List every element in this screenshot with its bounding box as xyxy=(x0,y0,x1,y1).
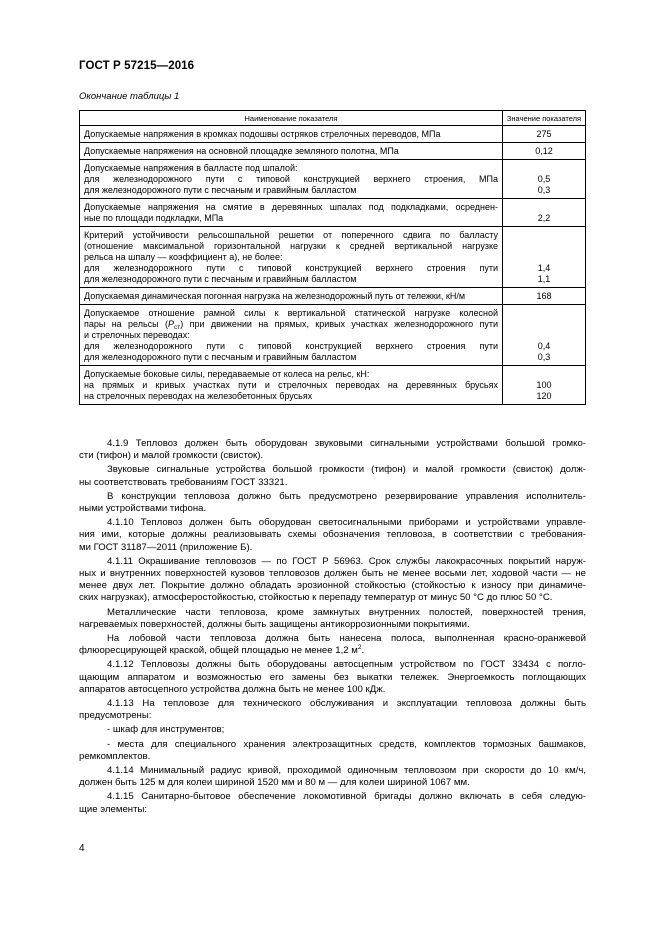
indicator-line: для железнодорожного пути с типовой конструкцией верхнего строения пути xyxy=(84,263,498,273)
line-text: ми ГОСТ 31187—2011 (приложение Б). xyxy=(79,541,253,553)
table-caption: Окончание таблицы 1 xyxy=(79,91,180,102)
indicator-line: пары на рельсы $(P_{ст})$ при движении на прямых, кривых участках железнодорожного пути xyxy=(84,319,498,331)
paragraph xyxy=(79,517,586,554)
value-line: 0,4 xyxy=(537,341,551,351)
frame-force-symbol: P xyxy=(168,319,175,329)
indicator-line: Допускаемые напряжения в балласте под шпалой: xyxy=(84,163,298,173)
paragraph-line xyxy=(79,477,586,489)
line-text: ния ими, которые должны реализовывать схемы обозначения тепловоза, в соответствии с требования- xyxy=(79,529,586,541)
table-header-row xyxy=(80,111,586,126)
indicator-line: Допускаемые напряжения на смятие в деревянных шпалах под подкладками, осреднен- xyxy=(84,202,498,212)
paragraph-line xyxy=(79,619,586,631)
indicator-line: Критерий устойчивости рельсошпальной решетки от поперечного сдвига по балласту xyxy=(84,230,498,240)
line-text: 4.1.13 На тепловозе для технического обслуживания и эксплуатации тепловоза должны быть xyxy=(107,698,586,710)
indicator-name xyxy=(80,288,503,305)
paragraph xyxy=(79,698,586,722)
line-text: ны соответствовать требованиям ГОСТ 33321. xyxy=(79,476,288,488)
indicator-line: для железнодорожного пути с типовой конструкцией верхнего строения пути xyxy=(84,341,498,351)
indicator-value xyxy=(503,160,586,199)
paragraph xyxy=(79,607,586,631)
paragraph-line xyxy=(79,542,586,554)
paragraph-line xyxy=(79,592,586,604)
indicator-value xyxy=(503,305,586,366)
paragraph-line xyxy=(79,438,586,450)
line-text: ными устройствами тифона. xyxy=(79,503,207,515)
line-text: сти (тифон) и малой громкости (свисток). xyxy=(79,450,264,462)
paragraph xyxy=(79,659,586,696)
table-row xyxy=(80,160,586,199)
paragraph xyxy=(79,491,586,515)
line-text: предусмотрены: xyxy=(79,710,152,722)
table-row xyxy=(80,305,586,366)
table-row xyxy=(80,143,586,160)
indicator-value xyxy=(503,288,586,305)
line-text: нагреваемых поверхностей, должны быть защищены антикоррозионными покрытиями. xyxy=(79,618,470,630)
value-line: 1,1 xyxy=(537,274,551,284)
line-text: 4.1.14 Минимальный радиус кривой, проходимой одиночным тепловозом при скорости до 10 км/ч, xyxy=(107,765,586,777)
paragraph xyxy=(79,438,586,462)
value-line: 120 xyxy=(536,391,552,401)
paragraph-line xyxy=(79,580,586,592)
indicator-name xyxy=(80,143,503,160)
paragraph-line xyxy=(79,765,586,777)
line-tail: . xyxy=(361,645,365,657)
paragraph xyxy=(79,464,586,488)
paragraph-line xyxy=(79,710,586,722)
paragraph-line xyxy=(79,517,586,529)
unit-superscript: 2 xyxy=(357,644,362,652)
value-line: 1,4 xyxy=(537,263,551,273)
line-text: ных и внутренних поверхностей кузовов тепловозов должен быть не менее восьми лет, ходовой части — не xyxy=(79,568,586,580)
indicator-value xyxy=(503,227,586,288)
document-code: ГОСТ Р 57215—2016 xyxy=(79,60,195,72)
value-line: 100 xyxy=(536,380,552,390)
indicator-name xyxy=(80,160,503,199)
line-text: щающим аппаратом и возможностью его замены без выкатки тележек. Энергоемкость поглощающих xyxy=(79,671,586,683)
indicator-line: (отношение максимальной горизонтальной нагрузки к средней вертикальной нагрузке xyxy=(84,241,498,251)
paragraph-line xyxy=(79,739,586,751)
indicator-line: на стрелочных переводах на железобетонных брусьях xyxy=(84,391,313,401)
indicator-line: Допускаемые напряжения на основной площадке земляного полотна, МПа xyxy=(84,146,399,156)
paragraph xyxy=(79,556,586,605)
frame-force-subscript: ст xyxy=(174,324,181,331)
table-row xyxy=(80,227,586,288)
indicator-line: Допускаемая динамическая погонная нагрузка на железнодорожный путь от тележки, кН/м xyxy=(84,291,466,301)
paragraph xyxy=(79,791,586,815)
indicator-name xyxy=(80,126,503,143)
line-text: щие элементы: xyxy=(79,803,148,815)
indicator-name xyxy=(80,227,503,288)
indicator-line: для железнодорожного пути с типовой конструкцией верхнего строения, МПа xyxy=(84,174,498,184)
paragraph-line xyxy=(79,607,586,619)
indicator-line: Допускаемые боковые силы, передаваемые от колеса на рельс, кН: xyxy=(84,369,370,379)
value-line: 0,12 xyxy=(535,146,553,156)
paragraph-line xyxy=(79,777,586,789)
indicator-value xyxy=(503,126,586,143)
paragraph-line xyxy=(79,645,586,657)
indicator-name xyxy=(80,199,503,227)
value-line: 168 xyxy=(536,291,552,301)
indicator-line: на прямых и кривых участках пути и стрелочных переводах на деревянных брусьях xyxy=(84,380,498,390)
line-text: - шкаф для инструментов; xyxy=(107,724,225,736)
line-text: 4.1.12 Тепловозы должны быть оборудованы автосцепным устройством по ГОСТ 33434 с погло- xyxy=(107,659,586,671)
paragraph xyxy=(79,724,586,736)
indicator-line: Допускаемые напряжения в кромках подошвы остряков стрелочных переводов, МПа xyxy=(84,129,441,139)
value-line: 0,3 xyxy=(537,352,551,362)
line-text: менее двух лет. Покрытие должно обладать эрозионной стойкостью (стойкостью к износу при динамиче- xyxy=(79,580,586,592)
paragraph-line xyxy=(79,529,586,541)
paragraph xyxy=(79,765,586,789)
paragraph-line xyxy=(79,491,586,503)
value-line: 0,5 xyxy=(537,174,551,184)
indicator-value xyxy=(503,143,586,160)
table-row xyxy=(80,288,586,305)
indicators-table xyxy=(79,110,586,405)
line-text: - места для специального хранения электрозащитных средств, комплектов тормозных башмаков, xyxy=(107,738,586,750)
paragraph-line xyxy=(79,684,586,696)
indicator-line: и стрелочных переводах: xyxy=(84,330,190,340)
line-text: 4.1.10 Тепловоз должен быть оборудован светосигнальными приборами и устройствами управле- xyxy=(107,517,586,529)
indicator-line: рельса на шпалу — коэффициент a), не более: xyxy=(84,252,283,262)
indicator-name xyxy=(80,305,503,366)
paragraph xyxy=(79,633,586,657)
paragraph-line xyxy=(79,804,586,816)
line-text: Металлические части тепловоза, кроме замкнутых внутренних полостей, поверхностей трения, xyxy=(107,606,586,618)
line-text: 4.1.11 Окрашивание тепловозов — по ГОСТ Р 56963. Срок службы лакокрасочных покрытий наруж- xyxy=(107,555,586,567)
table-row xyxy=(80,199,586,227)
paragraph xyxy=(79,739,586,763)
body-text xyxy=(79,438,586,818)
indicator-line: ные по площади подкладки, МПа xyxy=(84,213,224,223)
indicator-line: для железнодорожного пути с песчаным и гравийным балластом xyxy=(84,185,357,195)
line-text: 4.1.15 Санитарно-бытовое обеспечение локомотивной бригады должно включать в себя следую- xyxy=(107,791,586,803)
table-row xyxy=(80,366,586,405)
paragraph-line xyxy=(79,464,586,476)
line-text: должен быть 125 м для колеи шириной 1520 мм и 80 м — для колеи шириной 1067 мм. xyxy=(79,777,470,789)
paragraph-line xyxy=(79,724,586,736)
paragraph-line xyxy=(79,450,586,462)
page-number: 4 xyxy=(79,843,85,854)
value-line: 275 xyxy=(536,129,552,139)
indicator-line: для железнодорожного пути с песчаным и гравийным балластом xyxy=(84,274,357,284)
paragraph-line xyxy=(79,568,586,580)
line-text: ских нагрузках), атмосферостойкостью, стойкостью к перепаду температур от минус 50 °С до плюс 50 °С. xyxy=(79,592,553,604)
paragraph-line xyxy=(79,698,586,710)
paragraph-line xyxy=(79,659,586,671)
value-line: 0,3 xyxy=(537,185,551,195)
indicator-value xyxy=(503,199,586,227)
line-text: 4.1.9 Тепловоз должен быть оборудован звуковыми сигнальными устройствами большой громко- xyxy=(107,438,586,449)
line-text: ремкомплектов. xyxy=(79,750,151,762)
line-text: аппаратов автосцепного устройства должна быть не менее 100 кДж. xyxy=(79,683,386,695)
value-line: 2,2 xyxy=(537,213,551,223)
indicator-value xyxy=(503,366,586,405)
indicator-line: для железнодорожного пути с песчаным и гравийным балластом xyxy=(84,352,357,362)
line-text: На лобовой части тепловоза должна быть нанесена полоса, выполненная красно-оранжевой xyxy=(107,633,586,645)
paragraph-line xyxy=(79,791,586,803)
column-header-value: Значение показателя xyxy=(503,111,586,126)
indicator-name xyxy=(80,366,503,405)
indicator-line: Допускаемое отношение рамной силы к вертикальной статической нагрузке колесной xyxy=(84,308,498,318)
column-header-name: Наименование показателя xyxy=(80,111,503,126)
paragraph-line xyxy=(79,633,586,645)
paragraph-line xyxy=(79,672,586,684)
paragraph-line xyxy=(79,503,586,515)
line-text: флюоресцирующей краской, общей площадью не менее 1,2 м xyxy=(79,645,358,657)
paragraph-line xyxy=(79,751,586,763)
paragraph-line xyxy=(79,556,586,568)
line-text: Звуковые сигнальные устройства большой громкости (тифон) и малой громкости (свисток) долж- xyxy=(107,464,586,476)
table-row xyxy=(80,126,586,143)
line-text: В конструкции тепловоза должно быть предусмотрено резервирование управления исполнитель- xyxy=(107,490,586,502)
